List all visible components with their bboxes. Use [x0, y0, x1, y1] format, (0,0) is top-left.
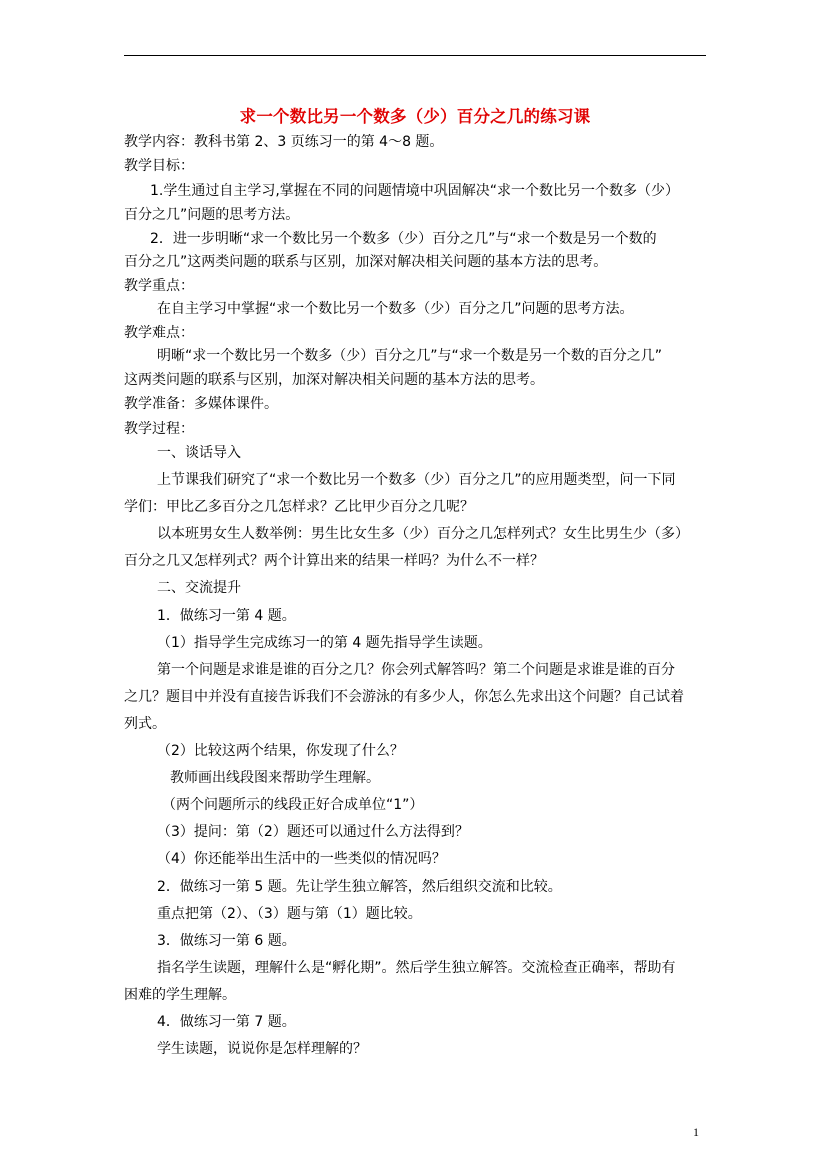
text-line: 之几？题目中并没有直接告诉我们不会游泳的有多少人，你怎么先求出这个问题？自己试着	[124, 689, 684, 705]
text-line: 2．做练习一第 5 题。先让学生独立解答，然后组织交流和比较。	[157, 879, 562, 895]
text-line: 3．做练习一第 6 题。	[157, 933, 296, 949]
text-line: 学生读题，说说你是怎样理解的？	[157, 1041, 367, 1057]
text-line: 百分之几又怎样列式？两个计算出来的结果一样吗？为什么不一样？	[124, 553, 544, 569]
text-line: 在自主学习中掌握“求一个数比另一个数多（少）百分之几”问题的思考方法。	[157, 301, 634, 317]
text-line: 指名学生读题，理解什么是“孵化期”。然后学生独立解答。交流检查正确率，帮助有	[157, 960, 676, 976]
text-line: （两个问题所示的线段正好合成单位“1”）	[162, 797, 424, 813]
text-line: 1.学生通过自主学习,掌握在不同的问题情境中巩固解决“求一个数比另一个数多（少）	[150, 183, 680, 199]
text-line: 教学过程：	[124, 421, 194, 437]
text-line: 列式。	[124, 716, 166, 732]
text-line: 百分之几”这两类问题的联系与区别，加深对解决相关问题的基本方法的思考。	[124, 254, 608, 270]
text-line: 教学内容：教科书第 2、3 页练习一的第 4～8 题。	[124, 134, 444, 150]
text-line: 教学重点：	[124, 278, 194, 294]
document-title: 求一个数比另一个数多（少）百分之几的练习课	[239, 107, 591, 126]
text-line: （1）指导学生完成练习一的第 4 题先指导学生读题。	[157, 635, 492, 651]
text-line: 二、交流提升	[157, 580, 241, 596]
text-line: 重点把第（2）、（3）题与第（1）题比较。	[157, 906, 422, 922]
text-line: 4．做练习一第 7 题。	[157, 1014, 296, 1030]
text-line: 百分之几”问题的思考方法。	[124, 207, 300, 223]
page-number: 1	[693, 1125, 699, 1139]
text-line: （2）比较这两个结果，你发现了什么？	[157, 743, 404, 759]
text-line: 上节课我们研究了“求一个数比另一个数多（少）百分之几”的应用题类型，问一下同	[157, 472, 676, 488]
text-line: 一、谈话导入	[157, 445, 241, 461]
text-line: 2．进一步明晰“求一个数比另一个数多（少）百分之几”与“求一个数是另一个数的	[150, 231, 657, 247]
header-rule	[124, 55, 706, 56]
text-line: 困难的学生理解。	[124, 987, 236, 1003]
text-line: 第一个问题是求谁是谁的百分之几？你会列式解答吗？第二个问题是求谁是谁的百分	[157, 662, 675, 678]
text-line: （4）你还能举出生活中的一些类似的情况吗？	[157, 851, 446, 867]
text-line: 以本班男女生人数举例：男生比女生多（少）百分之几怎样列式？女生比男生少（多）	[157, 526, 689, 542]
text-line: 教学准备：多媒体课件。	[124, 396, 278, 412]
text-line: 明晰“求一个数比另一个数多（少）百分之几”与“求一个数是另一个数的百分之几”	[157, 348, 663, 364]
text-line: 这两类问题的联系与区别，加深对解决相关问题的基本方法的思考。	[124, 372, 544, 388]
text-line: 学们：甲比乙多百分之几怎样求？乙比甲少百分之几呢？	[124, 499, 474, 515]
text-line: （3）提问：第（2）题还可以通过什么方法得到？	[157, 824, 469, 840]
text-line: 教学目标：	[124, 158, 194, 174]
text-line: 教师画出线段图来帮助学生理解。	[170, 770, 380, 786]
text-line: 教学难点：	[124, 325, 194, 341]
text-line: 1．做练习一第 4 题。	[157, 608, 296, 624]
